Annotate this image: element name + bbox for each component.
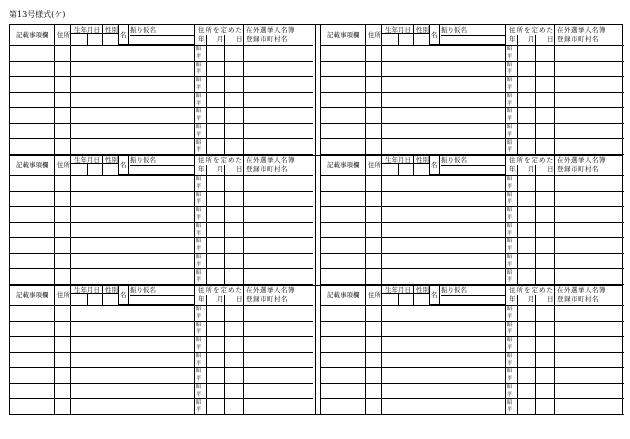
era-mark: 昭 (506, 321, 513, 328)
era-mark: 昭 (195, 321, 202, 328)
name-box-border (118, 285, 119, 305)
register-panel-top-left (10, 25, 313, 155)
gender-label: 性別 (105, 286, 118, 294)
gender-label: 性別 (105, 26, 118, 34)
era-mark: 平 (506, 100, 513, 107)
name-box-border (429, 155, 430, 175)
era-mark: 昭 (506, 352, 513, 359)
address-date-label: 住所を定めた (198, 156, 243, 164)
register-panel-middle-right (321, 155, 624, 285)
name-box-border (118, 155, 119, 175)
address-date-label: 住所を定めた (509, 26, 554, 34)
era-mark: 昭 (195, 176, 202, 182)
era-mark: 昭 (195, 254, 202, 260)
row-divider (321, 321, 624, 322)
era-mark: 平 (506, 261, 513, 268)
era-mark: 平 (195, 261, 202, 268)
row-divider (10, 107, 313, 108)
row-divider (321, 191, 624, 192)
row-divider (10, 253, 313, 254)
record-column-label: 記載事項欄 (327, 291, 360, 299)
era-mark: 平 (506, 69, 513, 76)
name-label: 名 (431, 291, 438, 299)
header-bottom-line (321, 45, 624, 46)
era-mark: 昭 (195, 108, 202, 115)
row-divider (10, 414, 313, 415)
column-divider (398, 33, 399, 45)
row-divider (321, 107, 624, 108)
address-date-label: 住所を定めた (198, 286, 243, 294)
era-mark: 昭 (195, 92, 202, 99)
era-mark: 昭 (506, 61, 513, 68)
birth-date-divider (381, 293, 429, 294)
address-year-label: 年 (198, 35, 205, 43)
overseas-registry-label: 在外選挙人名簿 (557, 156, 606, 164)
address-year-label: 年 (509, 165, 516, 173)
era-mark: 昭 (195, 269, 202, 276)
furigana-divider (130, 35, 194, 36)
registration-municipality-label: 登録市町村名 (557, 165, 599, 173)
row-divider (321, 237, 624, 238)
band-divider (10, 285, 622, 286)
column-divider (128, 155, 129, 175)
era-mark: 昭 (506, 207, 513, 214)
column-divider (413, 25, 414, 45)
address-month-label: 月 (217, 165, 224, 173)
era-mark: 平 (506, 376, 513, 383)
address-label: 住所 (57, 161, 70, 169)
era-mark: 平 (506, 345, 513, 351)
era-mark: 昭 (195, 124, 202, 130)
era-mark: 平 (195, 53, 202, 60)
era-mark: 平 (195, 246, 202, 253)
row-divider (10, 336, 313, 337)
header-bottom-line (10, 45, 313, 46)
column-divider (87, 293, 88, 305)
row-divider (321, 123, 624, 124)
row-divider (10, 222, 313, 223)
row-divider (321, 253, 624, 254)
column-divider (439, 155, 440, 175)
era-mark: 昭 (195, 77, 202, 84)
era-mark: 昭 (506, 254, 513, 260)
era-mark: 平 (506, 116, 513, 123)
era-mark: 平 (195, 100, 202, 107)
address-label: 住所 (368, 161, 381, 169)
register-panel-bottom-left (10, 285, 313, 415)
column-divider (224, 165, 225, 285)
row-divider (321, 398, 624, 399)
address-day-label: 日 (547, 165, 554, 173)
row-divider (10, 352, 313, 353)
address-label: 住所 (368, 31, 381, 39)
register-panel-top-right (321, 25, 624, 155)
address-month-label: 月 (217, 35, 224, 43)
row-divider (321, 336, 624, 337)
header-bottom-line (321, 175, 624, 176)
birth-date-label: 生年月日 (385, 26, 411, 34)
row-divider (10, 383, 313, 384)
era-mark: 平 (506, 183, 513, 190)
era-mark: 平 (195, 85, 202, 91)
birth-date-label: 生年月日 (74, 286, 100, 294)
row-divider (321, 206, 624, 207)
address-month-label: 月 (217, 295, 224, 303)
name-label: 名 (120, 291, 127, 299)
furigana-label: 振り仮名 (130, 156, 156, 164)
column-divider (87, 163, 88, 175)
address-label: 住所 (57, 31, 70, 39)
row-divider (321, 61, 624, 62)
row-divider (10, 191, 313, 192)
era-mark: 昭 (506, 46, 513, 52)
gender-label: 性別 (416, 26, 429, 34)
furigana-divider (130, 295, 194, 296)
name-box-border (429, 25, 430, 45)
address-day-label: 日 (547, 35, 554, 43)
registration-municipality-label: 登録市町村名 (246, 165, 288, 173)
gender-label: 性別 (416, 156, 429, 164)
column-divider (439, 25, 440, 45)
row-divider (321, 92, 624, 93)
column-divider (413, 285, 414, 305)
era-mark: 昭 (506, 222, 513, 229)
furigana-divider (441, 165, 505, 166)
furigana-label: 振り仮名 (130, 26, 156, 34)
era-mark: 平 (195, 215, 202, 221)
column-divider (439, 285, 440, 305)
address-year-label: 年 (198, 165, 205, 173)
register-panel-middle-left (10, 155, 313, 285)
era-mark: 昭 (506, 176, 513, 182)
birth-date-divider (70, 293, 118, 294)
era-mark: 昭 (506, 399, 513, 406)
registration-municipality-label: 登録市町村名 (246, 35, 288, 43)
furigana-label: 振り仮名 (441, 26, 467, 34)
column-divider (398, 163, 399, 175)
record-column-label: 記載事項欄 (16, 291, 49, 299)
era-mark: 平 (506, 230, 513, 237)
column-divider (413, 155, 414, 175)
era-mark: 平 (195, 69, 202, 76)
overseas-registry-label: 在外選挙人名簿 (246, 26, 295, 34)
row-divider (10, 367, 313, 368)
row-divider (10, 268, 313, 269)
era-mark: 昭 (506, 368, 513, 375)
column-divider (535, 35, 536, 155)
era-mark: 平 (506, 407, 513, 414)
column-divider (206, 35, 207, 155)
address-day-label: 日 (236, 35, 243, 43)
birth-date-label: 生年月日 (74, 26, 100, 34)
address-year-label: 年 (509, 35, 516, 43)
furigana-label: 振り仮名 (441, 286, 467, 294)
era-mark: 平 (506, 329, 513, 336)
era-mark: 昭 (195, 222, 202, 229)
era-mark: 昭 (506, 337, 513, 344)
era-mark: 昭 (506, 108, 513, 115)
furigana-divider (441, 35, 505, 36)
overseas-registry-label: 在外選挙人名簿 (246, 156, 295, 164)
era-mark: 昭 (195, 61, 202, 68)
name-label: 名 (120, 31, 127, 39)
era-mark: 昭 (195, 384, 202, 390)
era-mark: 平 (506, 147, 513, 154)
overseas-registry-label: 在外選挙人名簿 (246, 286, 295, 294)
column-divider (535, 295, 536, 415)
era-mark: 平 (195, 313, 202, 320)
era-mark: 昭 (195, 337, 202, 344)
furigana-divider (130, 165, 194, 166)
birth-date-label: 生年月日 (74, 156, 100, 164)
header-bottom-line (321, 305, 624, 306)
era-mark: 昭 (506, 238, 513, 245)
name-label: 名 (431, 161, 438, 169)
era-mark: 昭 (506, 384, 513, 390)
era-mark: 平 (195, 391, 202, 398)
birth-date-divider (70, 33, 118, 34)
gender-label: 性別 (105, 156, 118, 164)
era-mark: 平 (506, 85, 513, 91)
column-divider (224, 35, 225, 155)
address-label: 住所 (368, 291, 381, 299)
center-divider (320, 25, 321, 414)
era-mark: 平 (195, 147, 202, 154)
era-mark: 平 (195, 277, 202, 284)
address-date-label: 住所を定めた (198, 26, 243, 34)
birth-date-divider (70, 163, 118, 164)
era-mark: 平 (506, 391, 513, 398)
address-date-label: 住所を定めた (509, 156, 554, 164)
form-title: 第13号様式(ケ) (9, 10, 66, 19)
address-month-label: 月 (528, 35, 535, 43)
era-mark: 昭 (506, 306, 513, 312)
era-mark: 平 (195, 116, 202, 123)
address-month-label: 月 (528, 295, 535, 303)
row-divider (10, 237, 313, 238)
column-divider (517, 35, 518, 155)
era-mark: 昭 (195, 46, 202, 52)
band-divider (10, 155, 622, 156)
row-divider (321, 352, 624, 353)
address-day-label: 日 (236, 165, 243, 173)
overseas-registry-label: 在外選挙人名簿 (557, 26, 606, 34)
era-mark: 平 (506, 313, 513, 320)
era-mark: 昭 (195, 352, 202, 359)
era-mark: 平 (506, 215, 513, 221)
record-column-label: 記載事項欄 (327, 161, 360, 169)
overseas-registry-label: 在外選挙人名簿 (557, 286, 606, 294)
row-divider (321, 383, 624, 384)
record-column-label: 記載事項欄 (327, 31, 360, 39)
name-box-border (118, 25, 119, 45)
address-day-label: 日 (547, 295, 554, 303)
column-divider (224, 295, 225, 415)
record-column-label: 記載事項欄 (16, 161, 49, 169)
register-panel-bottom-right (321, 285, 624, 415)
era-mark: 平 (506, 131, 513, 138)
era-mark: 昭 (506, 77, 513, 84)
column-divider (102, 155, 103, 175)
era-mark: 昭 (195, 306, 202, 312)
row-divider (10, 206, 313, 207)
row-divider (10, 61, 313, 62)
address-month-label: 月 (528, 165, 535, 173)
era-mark: 平 (195, 183, 202, 190)
birth-date-divider (381, 163, 429, 164)
era-mark: 昭 (195, 368, 202, 375)
name-box-border (429, 285, 430, 305)
address-date-label: 住所を定めた (509, 286, 554, 294)
registration-municipality-label: 登録市町村名 (557, 295, 599, 303)
address-year-label: 年 (509, 295, 516, 303)
era-mark: 昭 (195, 207, 202, 214)
era-mark: 平 (506, 199, 513, 206)
address-day-label: 日 (236, 295, 243, 303)
row-divider (10, 76, 313, 77)
row-divider (321, 367, 624, 368)
column-divider (206, 165, 207, 285)
era-mark: 平 (195, 407, 202, 414)
row-divider (10, 92, 313, 93)
furigana-label: 振り仮名 (130, 286, 156, 294)
furigana-divider (441, 295, 505, 296)
column-divider (102, 25, 103, 45)
header-bottom-line (10, 305, 313, 306)
era-mark: 昭 (506, 124, 513, 130)
row-divider (10, 123, 313, 124)
era-mark: 平 (506, 53, 513, 60)
registration-municipality-label: 登録市町村名 (557, 35, 599, 43)
era-mark: 平 (506, 360, 513, 367)
era-mark: 平 (195, 345, 202, 351)
birth-date-label: 生年月日 (385, 286, 411, 294)
era-mark: 平 (195, 360, 202, 367)
registration-municipality-label: 登録市町村名 (246, 295, 288, 303)
era-mark: 平 (195, 230, 202, 237)
column-divider (128, 285, 129, 305)
column-divider (398, 293, 399, 305)
row-divider (321, 268, 624, 269)
column-divider (535, 165, 536, 285)
address-label: 住所 (57, 291, 70, 299)
name-label: 名 (120, 161, 127, 169)
center-divider (315, 25, 316, 414)
row-divider (321, 76, 624, 77)
record-column-label: 記載事項欄 (16, 31, 49, 39)
birth-date-divider (381, 33, 429, 34)
row-divider (321, 222, 624, 223)
era-mark: 昭 (195, 238, 202, 245)
column-divider (206, 295, 207, 415)
era-mark: 昭 (506, 139, 513, 146)
era-mark: 昭 (506, 191, 513, 198)
column-divider (87, 33, 88, 45)
era-mark: 平 (195, 329, 202, 336)
row-divider (10, 138, 313, 139)
era-mark: 昭 (195, 399, 202, 406)
address-year-label: 年 (198, 295, 205, 303)
era-mark: 昭 (506, 92, 513, 99)
row-divider (321, 414, 624, 415)
row-divider (10, 321, 313, 322)
name-label: 名 (431, 31, 438, 39)
era-mark: 平 (195, 376, 202, 383)
era-mark: 平 (506, 277, 513, 284)
column-divider (517, 295, 518, 415)
era-mark: 昭 (506, 269, 513, 276)
column-divider (128, 25, 129, 45)
era-mark: 平 (195, 131, 202, 138)
column-divider (517, 165, 518, 285)
furigana-label: 振り仮名 (441, 156, 467, 164)
column-divider (102, 285, 103, 305)
era-mark: 昭 (195, 139, 202, 146)
register-sheet (9, 24, 623, 415)
era-mark: 平 (506, 246, 513, 253)
gender-label: 性別 (416, 286, 429, 294)
row-divider (10, 398, 313, 399)
row-divider (321, 138, 624, 139)
header-bottom-line (10, 175, 313, 176)
era-mark: 平 (195, 199, 202, 206)
era-mark: 昭 (195, 191, 202, 198)
birth-date-label: 生年月日 (385, 156, 411, 164)
